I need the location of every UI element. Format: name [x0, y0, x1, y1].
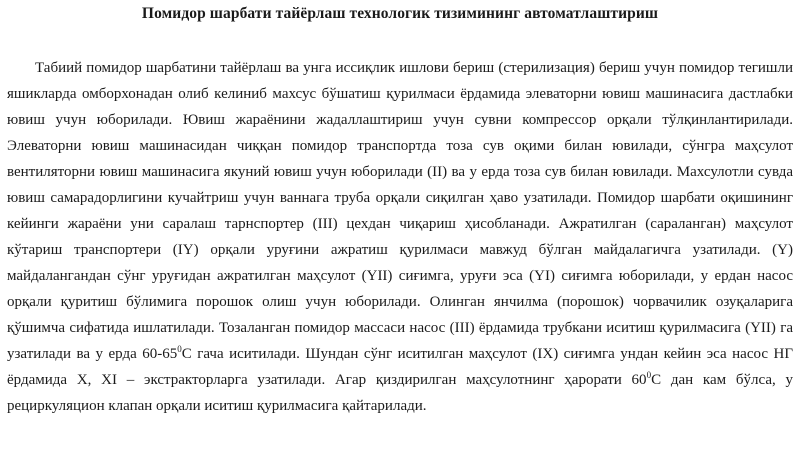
paragraph-text-part-2: С гача иситилади. Шундан сўнг иситилган маҳсулот (IX) сиғимга ундан кейин эса насос НГ ёрдамида X, XI – экстракторларга узатилади. Агар қиздирилган маҳсулотнинг ҳарорати 60 [7, 346, 793, 388]
page-title: Помидор шарбати тайёрлаш технологик тизимининг автоматлаштириш [141, 5, 659, 22]
degree-superscript-2: 0 [646, 370, 652, 380]
body-paragraph [7, 55, 793, 419]
paragraph-text-part-1: Табиий помидор шарбатини тайёрлаш ва унга иссиқлик ишлови бериш (стерилизация) бериш учун помидор тегишли яшикларда омборхонадан олиб келиниб махсус бўшатиш қурилмаси ёрдамида элеваторни ювиш машинасига дастлабки ювиш учун юборилади. Ювиш жараёнини жадаллаштириш учун сувни компрессор орқали тўлқинлантирилади. Элеваторни ювиш машинасидан чиққан помидор транспортда тоза сув оқими билан ювилади, сўнгра маҳсулот вентиляторни ювиш машинасига якуний ювиш учун юборилади (II) ва у ерда тоза сув билан ювилади. Махсулотли сувда ювиш самарадорлигини кучайтриш учун ваннага труба орқали сиқилган ҳаво узатилади. Помидор шарбати оқишининг кейинги жараёни уни саралаш тарнспортер (III) цехдан чиқариш ҳисобланади. Ажратилган (сараланган) маҳсулот кўтариш транспортери (IY) орқали уруғини ажратиш қурилмаси мавжуд бўлган майдалагичга узатилади. (Y) майдалангандан сўнг уруғидан ажратилган маҳсулот (YII) сиғимга, уруғи эса (YI) сиғимга юборилади, у ердан насос орқали қуритиш бўлимига порошок олиш учун юборилади. Олинган янчилма (порошок) чорвачилик озуқаларига қўшимча сифатида ишлатилади. Тозаланган помидор массаси насос (III) ёрдамида трубкани иситиш қурилмасига (YII) га узатилади ва у ерда 60-65 [7, 60, 793, 362]
paragraph-text-part-3: С дан кам бўлса, у рециркуляцион клапан орқали иситиш қурилмасига қайтарилади. [7, 372, 793, 414]
degree-superscript-1: 0 [177, 344, 182, 354]
